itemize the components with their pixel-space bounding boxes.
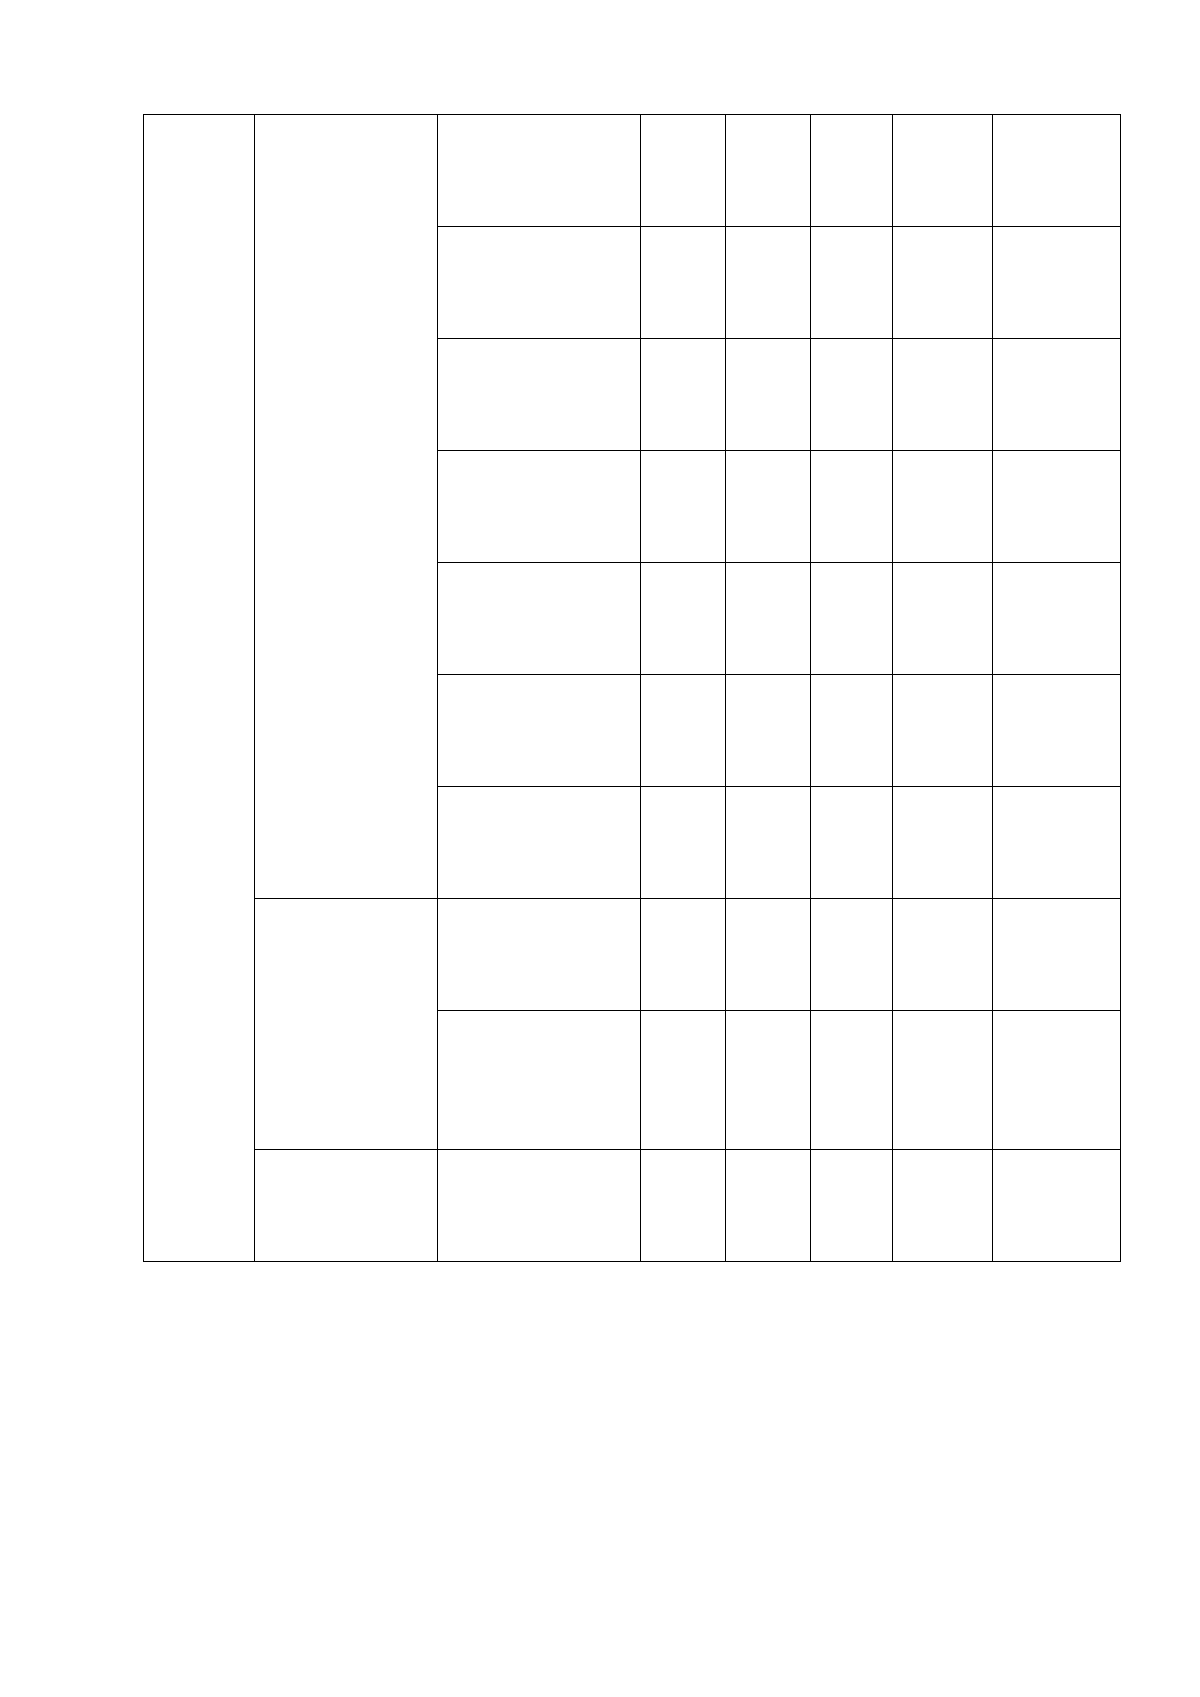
organization-cell	[255, 1150, 438, 1262]
shifts-cell	[893, 339, 993, 451]
care-type-cell	[993, 339, 1121, 451]
hours-cell	[811, 787, 893, 899]
organization-cell	[255, 899, 438, 1150]
hours-cell	[811, 451, 893, 563]
care-type-cell	[993, 227, 1121, 339]
equipment-name-cell	[438, 1011, 641, 1150]
care-type-cell	[993, 675, 1121, 787]
equipment-name-cell	[438, 339, 641, 451]
care-type-cell	[993, 899, 1121, 1011]
hours-cell	[811, 115, 893, 227]
shifts-cell	[893, 1011, 993, 1150]
shifts-cell	[893, 451, 993, 563]
care-type-cell	[993, 451, 1121, 563]
shifts-cell	[893, 115, 993, 227]
organization-cell	[255, 115, 438, 899]
year-cell	[641, 787, 726, 899]
year-cell	[641, 227, 726, 339]
hours-cell	[811, 899, 893, 1011]
care-type-cell	[993, 787, 1121, 899]
quantity-cell	[726, 227, 811, 339]
care-type-cell	[993, 1150, 1121, 1262]
hours-cell	[811, 675, 893, 787]
quantity-cell	[726, 787, 811, 899]
index-cell	[144, 115, 255, 1262]
year-cell	[641, 451, 726, 563]
equipment-name-cell	[438, 115, 641, 227]
shifts-cell	[893, 675, 993, 787]
hours-cell	[811, 1011, 893, 1150]
year-cell	[641, 1011, 726, 1150]
year-cell	[641, 1150, 726, 1262]
shifts-cell	[893, 1150, 993, 1262]
equipment-name-cell	[438, 227, 641, 339]
quantity-cell	[726, 675, 811, 787]
equipment-name-cell	[438, 1150, 641, 1262]
care-type-cell	[993, 563, 1121, 675]
quantity-cell	[726, 1150, 811, 1262]
year-cell	[641, 339, 726, 451]
equipment-name-cell	[438, 675, 641, 787]
quantity-cell	[726, 339, 811, 451]
care-type-cell	[993, 1011, 1121, 1150]
equipment-table	[143, 114, 1121, 1262]
hours-cell	[811, 1150, 893, 1262]
year-cell	[641, 115, 726, 227]
shifts-cell	[893, 787, 993, 899]
table-row	[144, 1150, 1121, 1262]
shifts-cell	[893, 563, 993, 675]
shifts-cell	[893, 227, 993, 339]
care-type-cell	[993, 115, 1121, 227]
quantity-cell	[726, 899, 811, 1011]
quantity-cell	[726, 563, 811, 675]
hours-cell	[811, 339, 893, 451]
equipment-name-cell	[438, 563, 641, 675]
hours-cell	[811, 563, 893, 675]
year-cell	[641, 563, 726, 675]
year-cell	[641, 899, 726, 1011]
table-row	[144, 899, 1121, 1011]
hours-cell	[811, 227, 893, 339]
year-cell	[641, 675, 726, 787]
table-row	[144, 115, 1121, 227]
shifts-cell	[893, 899, 993, 1011]
quantity-cell	[726, 451, 811, 563]
equipment-name-cell	[438, 787, 641, 899]
equipment-name-cell	[438, 899, 641, 1011]
quantity-cell	[726, 1011, 811, 1150]
table-body	[144, 115, 1121, 1262]
equipment-name-cell	[438, 451, 641, 563]
quantity-cell	[726, 115, 811, 227]
